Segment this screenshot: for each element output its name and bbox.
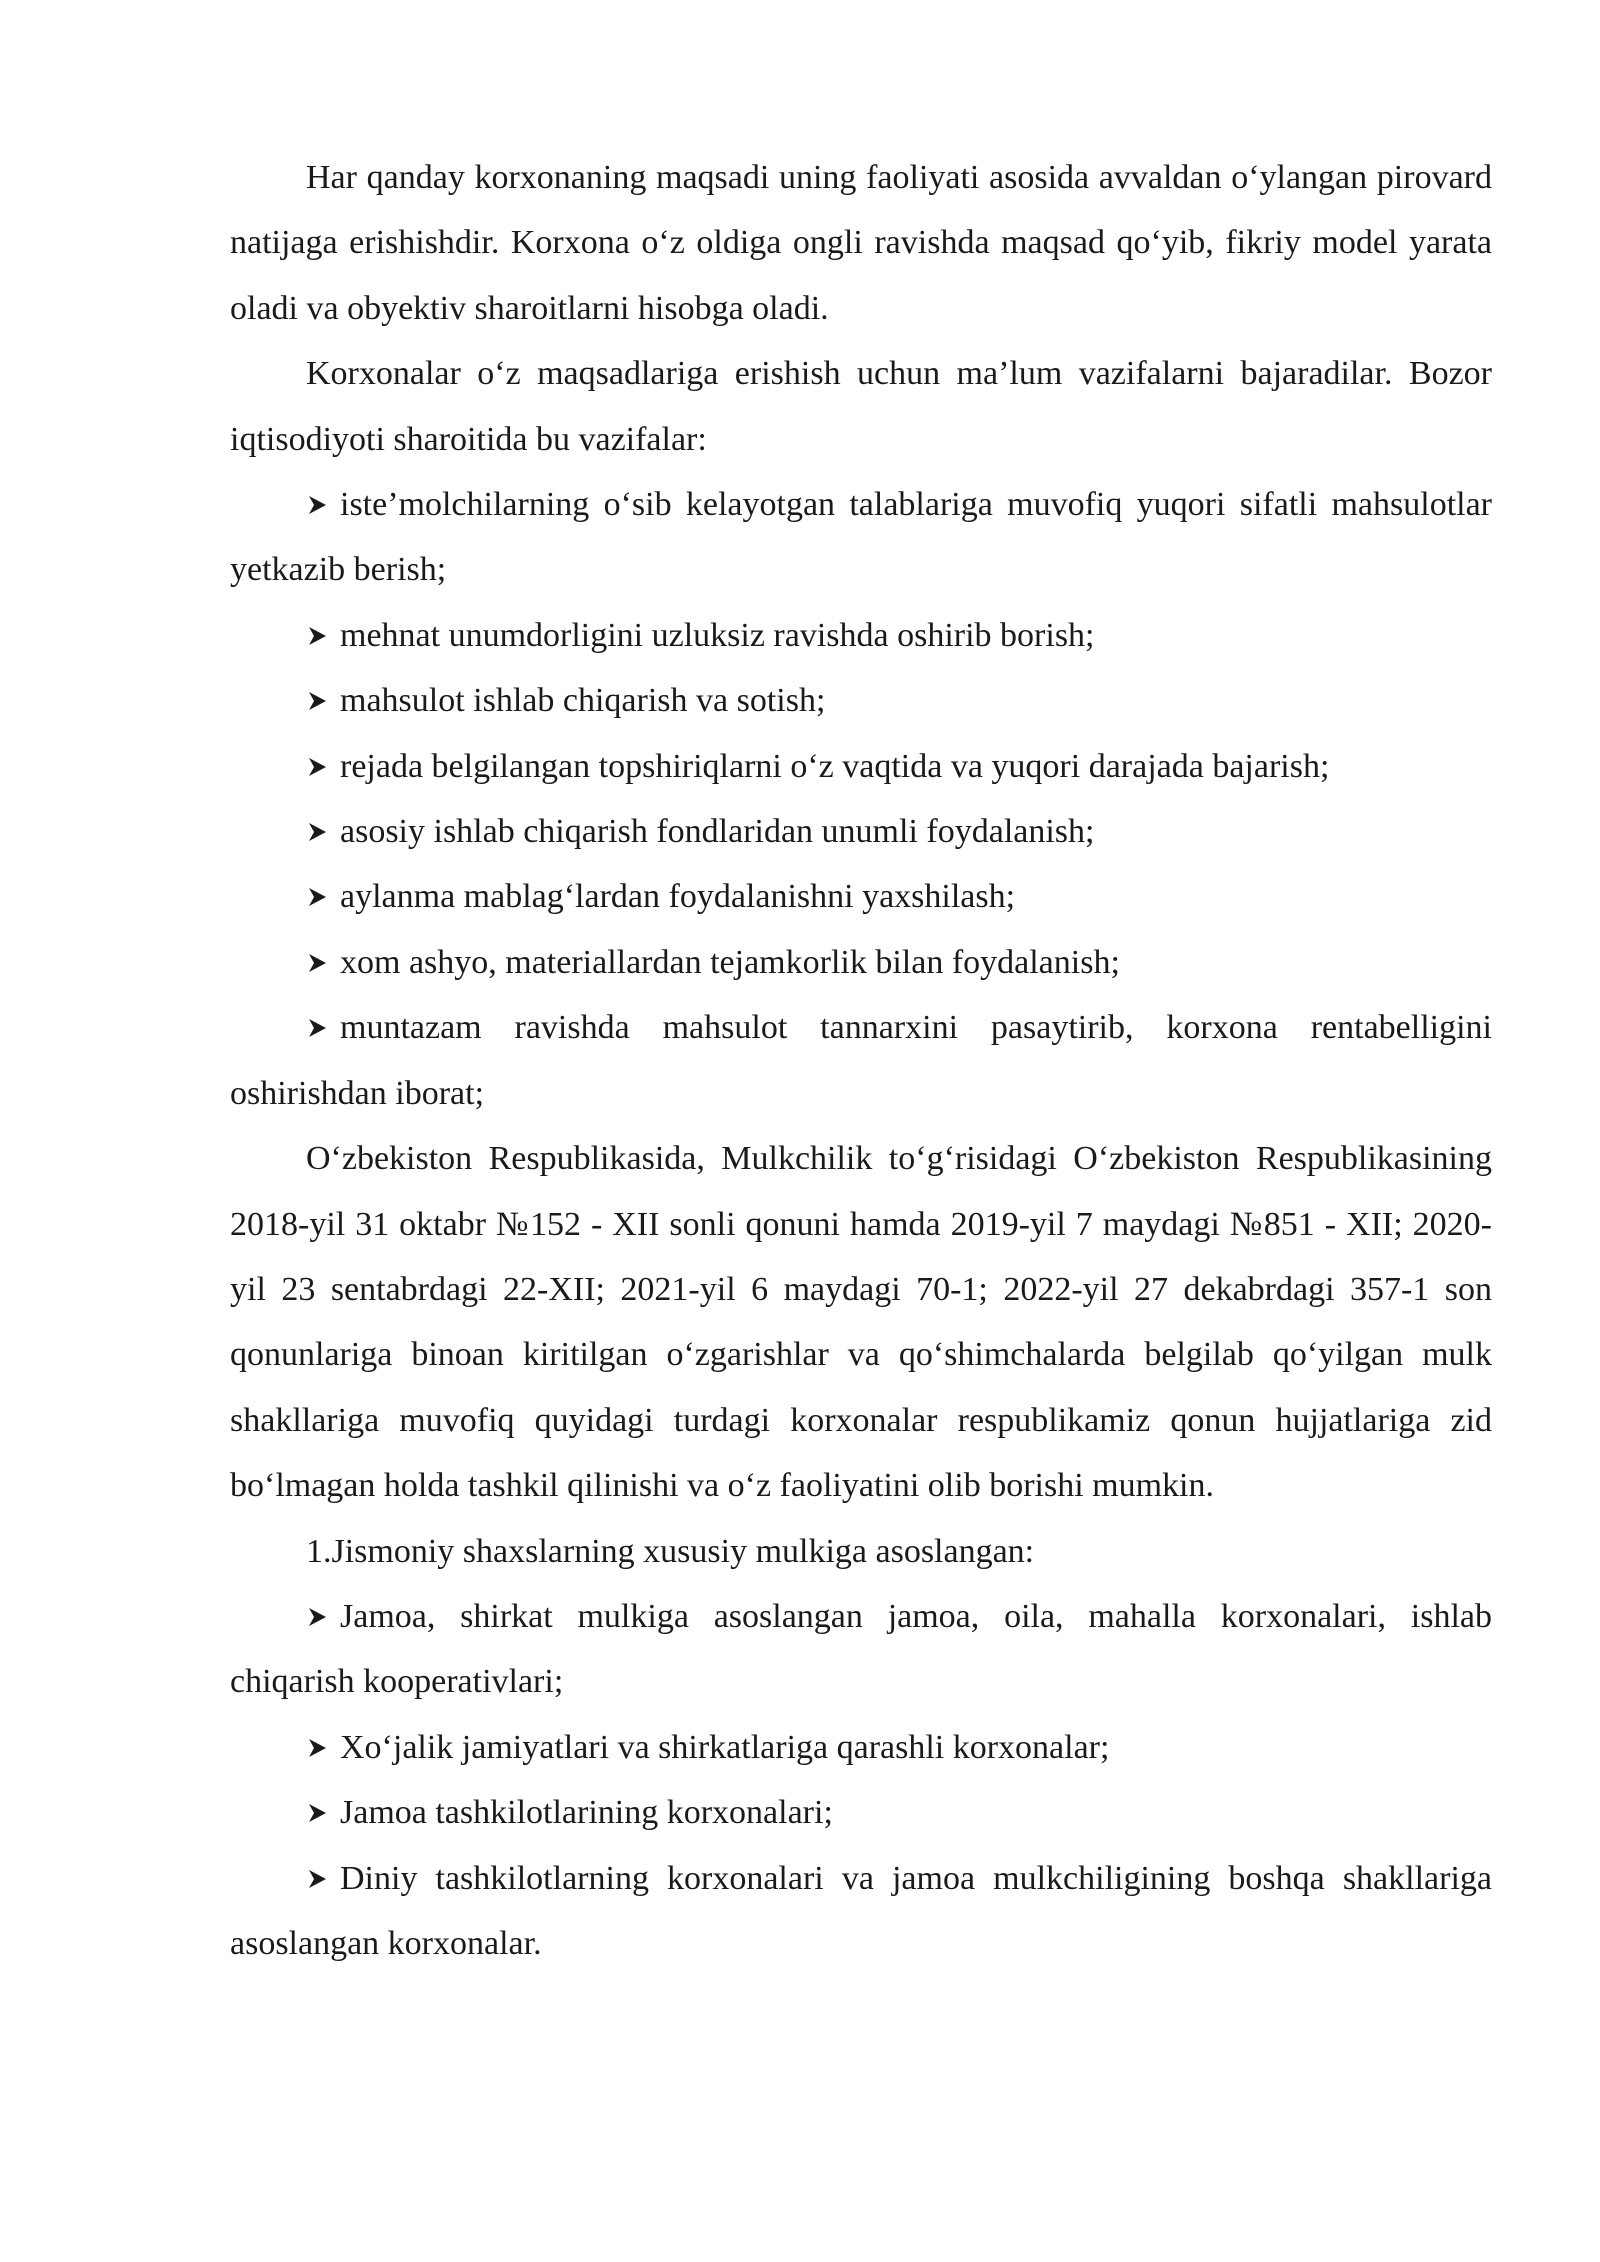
arrowhead-bullet-icon: [306, 734, 330, 799]
bullet-item: [230, 799, 1492, 864]
bullet-text: Diniy tashkilotlarning korxonalari va jamoa mulkchiligining boshqa shakllariga asoslangan korxonalar.: [230, 1859, 1492, 1962]
bullet-item: [230, 668, 1492, 733]
paragraph: Korxonalar o‘z maqsadlariga erishish uchun ma’lum vazifalarni bajaradilar. Bozor iqtisodiyoti sharoitida bu vazifalar:: [230, 355, 1492, 458]
bullet-item: [230, 995, 1492, 1126]
bullet-text: rejada belgilangan topshiriqlarni o‘z vaqtida va yuqori darajada bajarish;: [340, 747, 1330, 785]
arrowhead-bullet-icon: [306, 799, 330, 864]
bullet-text: mehnat unumdorligini uzluksiz ravishda oshirib borish;: [340, 616, 1095, 654]
bullet-item: [230, 930, 1492, 995]
arrowhead-bullet-icon: [306, 472, 330, 537]
paragraph: O‘zbekiston Respublikasida, Mulkchilik to‘g‘risidagi O‘zbekiston Respublikasining 2018-yil 31 oktabr №152 - XII sonli qonuni hamda 2019-yil 7 maydagi №851 - XII; 2020-yil 23 sentabrdagi 22-XII; 2021-yil 6 maydagi 70-1; 2022-yil 27 dekabrdagi 357-1 son qonunlariga binoan kiritilgan o‘zgarishlar va qo‘shimchalarda belgilab qo‘yilgan mulk shakllariga muvofiq quyidagi turdagi korxonalar respublikamiz qonun hujjatlariga zid bo‘lmagan holda tashkil qilinishi va o‘z faoliyatini olib borishi mumkin.: [230, 1140, 1492, 1505]
bullet-text: asosiy ishlab chiqarish fondlaridan unumli foydalanish;: [340, 813, 1095, 851]
bullet-item: [230, 864, 1492, 929]
bullet-text: mahsulot ishlab chiqarish va sotish;: [340, 682, 826, 720]
bullet-text: aylanma mablag‘lardan foydalanishni yaxshilash;: [340, 878, 1016, 916]
arrowhead-bullet-icon: [306, 864, 330, 929]
arrowhead-bullet-icon: [306, 930, 330, 995]
arrowhead-bullet-icon: [306, 668, 330, 733]
bullet-item: [230, 603, 1492, 668]
bullet-text: Xo‘jalik jamiyatlari va shirkatlariga qarashli korxonalar;: [340, 1728, 1110, 1766]
bullet-item: [230, 734, 1492, 799]
bullet-item: [230, 1715, 1492, 1780]
paragraph: 1.Jismoniy shaxslarning xususiy mulkiga asoslangan:: [306, 1532, 1035, 1570]
arrowhead-bullet-icon: [306, 1584, 330, 1649]
bullet-text: Jamoa, shirkat mulkiga asoslangan jamoa, oila, mahalla korxonalari, ishlab chiqarish kooperativlari;: [230, 1597, 1492, 1701]
paragraph: Har qanday korxonaning maqsadi uning faoliyati asosida avvaldan o‘ylangan pirovard natijaga erishishdir. Korxona o‘z oldiga ongli ravishda maqsad qo‘yib, fikriy model yarata oladi va obyektiv sharoitlarni hisobga oladi.: [230, 159, 1492, 327]
arrowhead-bullet-icon: [306, 1715, 330, 1780]
arrowhead-bullet-icon: [306, 995, 330, 1060]
bullet-text: xom ashyo, materiallardan tejamkorlik bilan foydalanish;: [340, 943, 1120, 981]
bullet-item: [230, 1846, 1492, 1977]
bullet-item: [230, 1584, 1492, 1715]
arrowhead-bullet-icon: [306, 603, 330, 668]
arrowhead-bullet-icon: [306, 1846, 330, 1911]
document-body: [230, 145, 1492, 1976]
arrowhead-bullet-icon: [306, 1780, 330, 1845]
bullet-text: iste’molchilarning o‘sib kelayotgan talablariga muvofiq yuqori sifatli mahsulotlar yetkazib berish;: [230, 486, 1492, 589]
bullet-item: [230, 472, 1492, 603]
bullet-text: Jamoa tashkilotlarining korxonalari;: [340, 1794, 833, 1832]
bullet-text: muntazam ravishda mahsulot tannarxini pasaytirib, korxona rentabelligini oshirishdan iborat;: [230, 1009, 1492, 1112]
bullet-item: [230, 1780, 1492, 1845]
